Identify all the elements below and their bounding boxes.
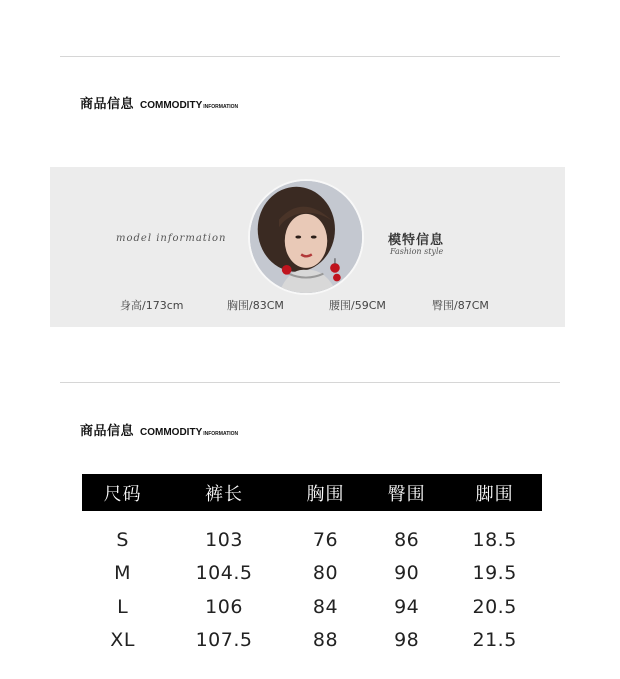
table-cell: M [114,562,132,585]
table-cell: L [117,595,129,618]
model-information-script: model information [116,233,227,244]
table-cell: 20.5 [472,595,517,618]
table-row [82,624,542,658]
fashion-style-script: Fashion style [390,247,444,256]
table-row [82,590,542,624]
table-cell: 76 [312,528,339,551]
model-stat-waist: 腰围/59CM [329,299,386,312]
size-table-header-row [82,474,542,511]
commodity-heading-cn: 商品信息 [80,424,135,439]
commodity-heading-en-small: INFORMATION [203,431,239,437]
model-stat-height: 身高/173cm [120,299,184,312]
size-table [82,474,542,657]
table-cell: 94 [394,595,420,618]
model-info-title: 模特信息 [388,233,445,248]
model-stat-hip: 臀围/87CM [432,299,489,312]
table-cell: 103 [205,528,243,551]
header-hip: 臀围 [366,474,447,511]
model-stat-bust: 胸围/83CM [227,299,284,312]
table-row [82,511,542,557]
header-size: 尺码 [82,474,163,511]
table-cell: 98 [394,629,420,652]
table-cell: 90 [394,562,420,585]
commodity-heading-2 [80,420,238,439]
middle-divider [60,382,560,383]
header-bust: 胸围 [285,474,366,511]
commodity-heading-cn: 商品信息 [80,97,135,112]
table-cell: 84 [312,595,339,618]
table-row [82,557,542,591]
table-cell: 18.5 [472,528,517,551]
table-cell: 80 [312,562,339,585]
table-cell: 86 [394,528,420,551]
table-cell: 106 [205,595,243,618]
commodity-heading-en-small: INFORMATION [203,104,239,110]
header-pants-length: 裤长 [163,474,285,511]
table-cell: 104.5 [195,562,253,585]
header-ankle: 脚围 [447,474,542,511]
commodity-heading-en: COMMODITY [140,427,203,438]
table-cell: 88 [312,629,339,652]
model-info-panel [50,167,565,327]
table-cell: 21.5 [472,629,517,652]
model-portrait-photo-icon [250,181,362,293]
table-cell: XL [110,629,135,652]
table-cell: 19.5 [472,562,517,585]
table-cell: 107.5 [195,629,253,652]
top-divider [60,56,560,57]
commodity-heading-en: COMMODITY [140,100,203,111]
commodity-heading-1 [80,93,238,112]
table-cell: S [116,528,129,551]
model-portrait [248,179,364,295]
